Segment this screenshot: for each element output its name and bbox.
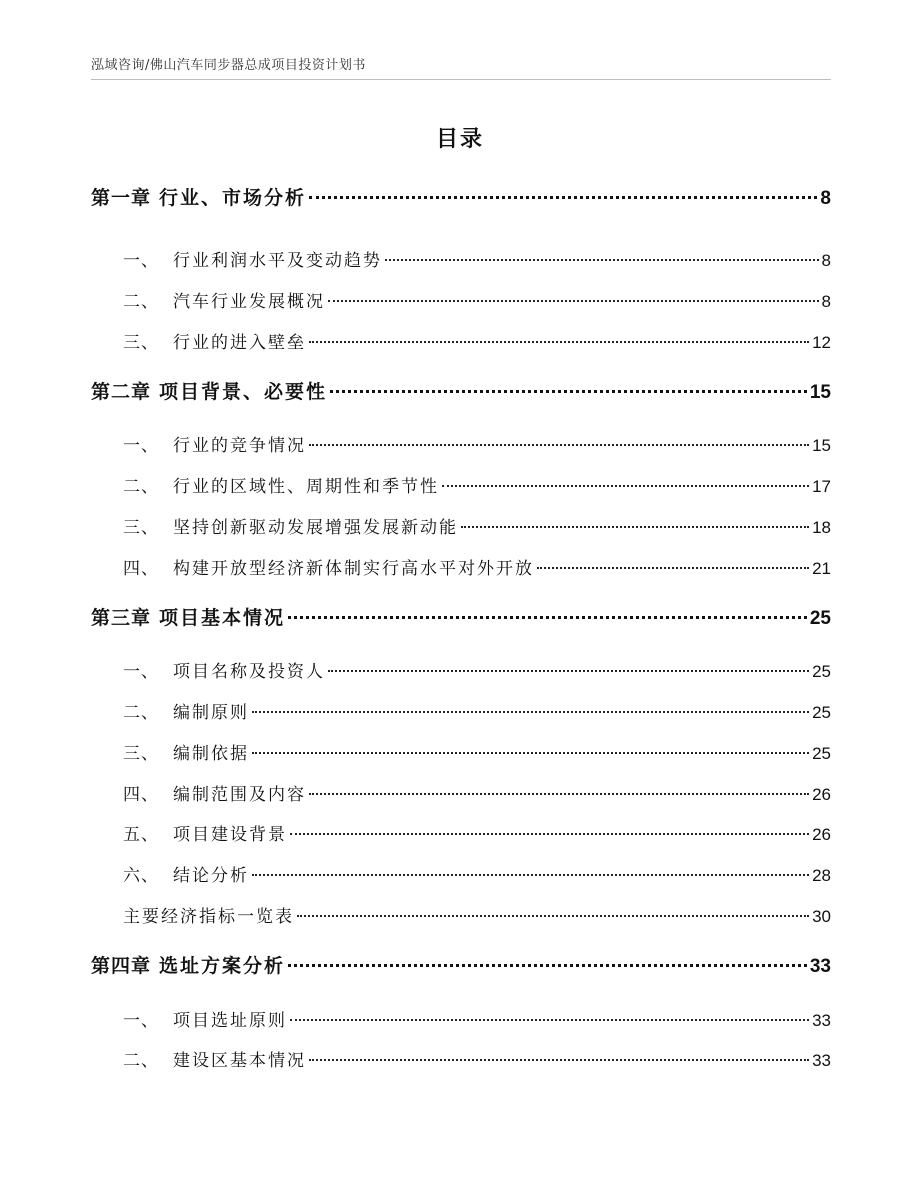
toc-chapter-1[interactable] bbox=[91, 183, 831, 211]
toc-leader-dots bbox=[309, 341, 809, 343]
toc-section[interactable] bbox=[91, 902, 831, 928]
toc-section[interactable] bbox=[91, 431, 831, 457]
toc-leader-dots bbox=[309, 793, 809, 795]
toc-section-title: 编制依据 bbox=[173, 744, 249, 764]
toc-leader-dots bbox=[309, 196, 817, 199]
toc-section[interactable] bbox=[91, 246, 831, 272]
toc-page-number: 25 bbox=[812, 703, 831, 722]
toc-chapter-title: 行业、市场分析 bbox=[159, 187, 307, 209]
toc-leader-dots bbox=[328, 670, 809, 672]
toc-leader-dots bbox=[385, 259, 819, 261]
toc-page-number: 8 bbox=[821, 251, 831, 270]
toc-leader-dots bbox=[288, 616, 807, 619]
toc-section-number: 二、 bbox=[123, 477, 159, 497]
toc-page-number: 17 bbox=[812, 477, 831, 496]
toc-section[interactable] bbox=[91, 472, 831, 498]
toc-section[interactable] bbox=[91, 780, 831, 806]
toc-page-number: 33 bbox=[812, 1011, 831, 1030]
toc-page-number: 25 bbox=[812, 662, 831, 681]
toc-chapter-title: 项目基本情况 bbox=[159, 607, 286, 629]
page-title: 目录 bbox=[435, 127, 484, 152]
toc-page-number: 30 bbox=[812, 907, 831, 926]
toc-section-number: 四、 bbox=[123, 559, 159, 579]
toc-leader-dots bbox=[442, 485, 809, 487]
toc-page-number: 26 bbox=[812, 785, 831, 804]
toc-section-title: 主要经济指标一览表 bbox=[123, 907, 294, 927]
toc-section[interactable] bbox=[91, 698, 831, 724]
toc-page-number: 33 bbox=[812, 1051, 831, 1070]
toc-section[interactable] bbox=[91, 739, 831, 765]
toc-page-number: 15 bbox=[809, 382, 831, 403]
toc-section-number: 二、 bbox=[123, 703, 159, 723]
toc-chapter-title: 选址方案分析 bbox=[159, 955, 286, 977]
toc-leader-dots bbox=[290, 833, 809, 835]
toc-leader-dots bbox=[537, 567, 809, 569]
toc-page-number: 26 bbox=[812, 825, 831, 844]
toc-page-number: 33 bbox=[809, 956, 831, 977]
toc-leader-dots bbox=[461, 526, 809, 528]
page-header: 泓域咨询/佛山汽车同步器总成项目投资计划书 bbox=[91, 54, 831, 80]
toc-section-number: 三、 bbox=[123, 333, 159, 353]
toc-section-number: 三、 bbox=[123, 744, 159, 764]
toc-section-number: 一、 bbox=[123, 436, 159, 456]
toc-chapter-number: 第二章 bbox=[91, 381, 152, 403]
toc-page-number: 15 bbox=[812, 436, 831, 455]
toc-leader-dots bbox=[328, 300, 819, 302]
toc-leader-dots bbox=[252, 752, 809, 754]
toc-section-title: 汽车行业发展概况 bbox=[173, 292, 325, 312]
toc-section-number: 一、 bbox=[123, 1011, 159, 1031]
toc-page-number: 8 bbox=[820, 188, 831, 209]
toc-section-title: 项目建设背景 bbox=[173, 825, 287, 845]
toc-section-title: 项目名称及投资人 bbox=[173, 662, 325, 682]
toc-section-title: 坚持创新驱动发展增强发展新动能 bbox=[173, 518, 458, 538]
toc-leader-dots bbox=[309, 444, 809, 446]
toc-page-number: 21 bbox=[812, 559, 831, 578]
toc-section-number: 三、 bbox=[123, 518, 159, 538]
toc-section[interactable] bbox=[91, 328, 831, 354]
toc-section-title: 编制原则 bbox=[173, 703, 249, 723]
toc-section-number: 五、 bbox=[123, 825, 159, 845]
toc-section-title: 建设区基本情况 bbox=[173, 1051, 306, 1071]
toc-section-title: 构建开放型经济新体制实行高水平对外开放 bbox=[173, 559, 534, 579]
toc-chapter-3[interactable] bbox=[91, 603, 831, 631]
toc-section[interactable] bbox=[91, 820, 831, 846]
toc-page-number: 18 bbox=[812, 518, 831, 537]
toc-section-title: 行业利润水平及变动趋势 bbox=[173, 251, 382, 271]
toc-section-number: 六、 bbox=[123, 866, 159, 886]
toc-section-title: 行业的竞争情况 bbox=[173, 436, 306, 456]
toc-section-title: 编制范围及内容 bbox=[173, 785, 306, 805]
toc-chapter-title: 项目背景、必要性 bbox=[159, 381, 328, 403]
toc-section[interactable] bbox=[91, 1046, 831, 1072]
toc-page-number: 28 bbox=[812, 866, 831, 885]
toc-leader-dots bbox=[288, 964, 807, 967]
toc-chapter-number: 第一章 bbox=[91, 187, 152, 209]
toc-section[interactable] bbox=[91, 657, 831, 683]
toc-section-title: 结论分析 bbox=[173, 866, 249, 886]
toc-section-title: 行业的区域性、周期性和季节性 bbox=[173, 477, 439, 497]
toc-section-title: 项目选址原则 bbox=[173, 1011, 287, 1031]
toc-section[interactable] bbox=[91, 1006, 831, 1032]
toc-section[interactable] bbox=[91, 861, 831, 887]
toc-section[interactable] bbox=[91, 287, 831, 313]
toc-chapter-number: 第三章 bbox=[91, 607, 152, 629]
toc-page-number: 8 bbox=[821, 292, 831, 311]
toc-chapter-number: 第四章 bbox=[91, 955, 152, 977]
toc-section-number: 二、 bbox=[123, 1051, 159, 1071]
toc-leader-dots bbox=[290, 1019, 809, 1021]
toc-page-number: 25 bbox=[809, 608, 831, 629]
toc-leader-dots bbox=[297, 915, 809, 917]
toc-leader-dots bbox=[330, 390, 807, 393]
toc-section[interactable] bbox=[91, 554, 831, 580]
toc-leader-dots bbox=[309, 1059, 809, 1061]
toc-section[interactable] bbox=[91, 513, 831, 539]
toc-page-number: 25 bbox=[812, 744, 831, 763]
toc-section-title: 行业的进入壁垒 bbox=[173, 333, 306, 353]
toc-chapter-2[interactable] bbox=[91, 377, 831, 405]
toc-section-number: 一、 bbox=[123, 251, 159, 271]
toc-leader-dots bbox=[252, 711, 809, 713]
toc-leader-dots bbox=[252, 874, 809, 876]
toc-page-number: 12 bbox=[812, 333, 831, 352]
toc-section-number: 一、 bbox=[123, 662, 159, 682]
toc-chapter-4[interactable] bbox=[91, 951, 831, 979]
toc-section-number: 四、 bbox=[123, 785, 159, 805]
toc-section-number: 二、 bbox=[123, 292, 159, 312]
